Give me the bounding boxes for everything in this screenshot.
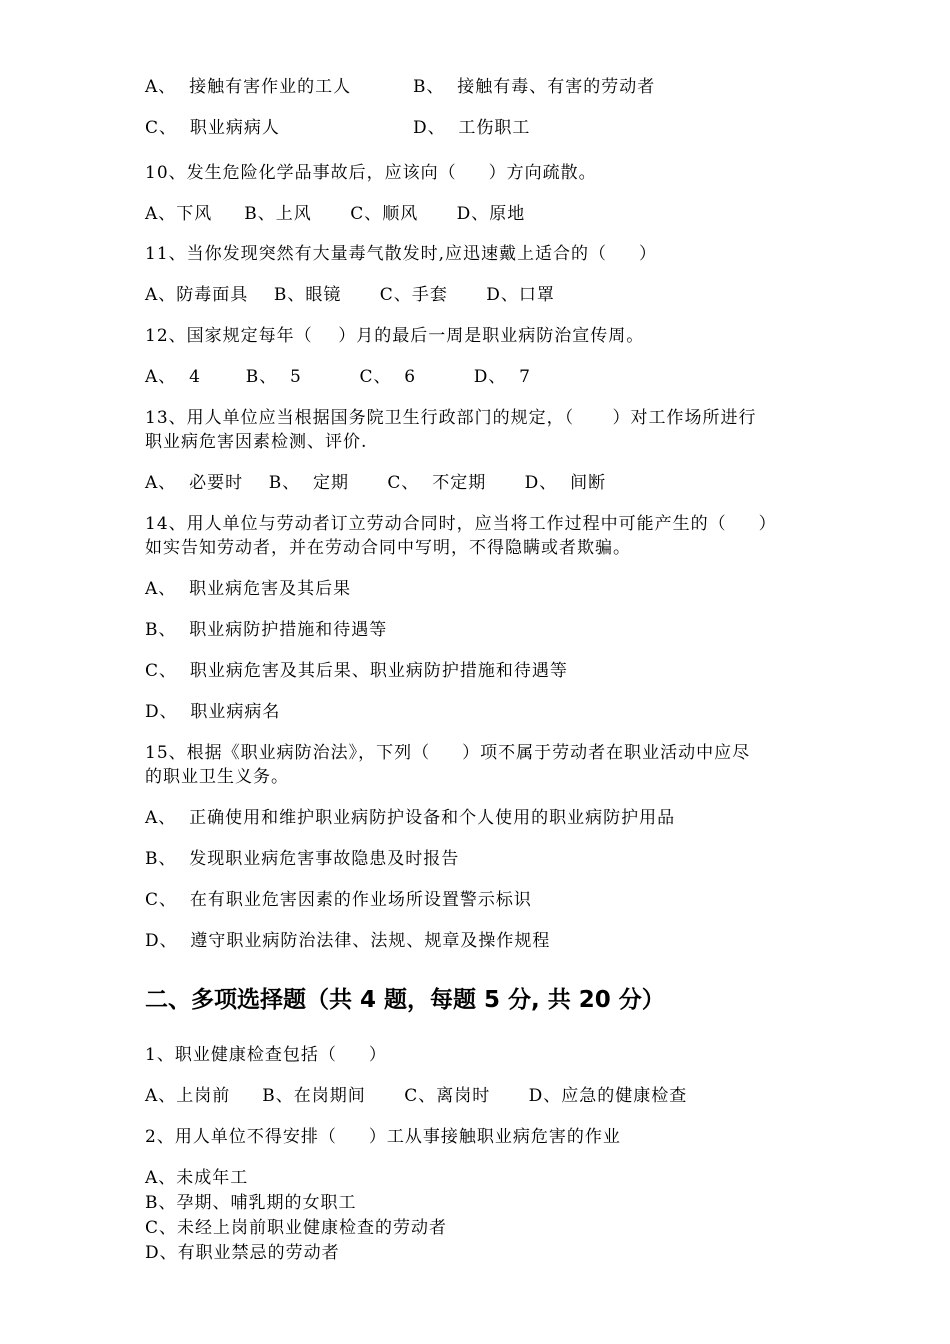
option-d-q9: D、 工伤职工 <box>413 118 531 138</box>
options-q13: A、 必要时 B、 定期 C、 不定期 D、 间断 <box>145 473 607 493</box>
option-d-q15: D、 遵守职业病防治法律、法规、规章及操作规程 <box>145 931 551 951</box>
question-14-line-2: 如实告知劳动者，并在劳动合同中写明，不得隐瞒或者欺骗。 <box>145 538 631 558</box>
mc-option-a-q2: A、未成年工 <box>145 1168 249 1188</box>
option-b-q14: B、 职业病防护措施和待遇等 <box>145 620 388 640</box>
question-10: 10、发生危险化学品事故后，应该向（ ）方向疏散。 <box>145 163 597 183</box>
option-d-q14: D、 职业病病名 <box>145 702 281 722</box>
mc-options-q1: A、上岗前 B、在岗期间 C、离岗时 D、应急的健康检查 <box>145 1086 688 1106</box>
mc-question-2: 2、用人单位不得安排（ ）工从事接触职业病危害的作业 <box>145 1127 621 1147</box>
question-13-line-1: 13、用人单位应当根据国务院卫生行政部门的规定，（ ）对工作场所进行 <box>145 408 757 428</box>
option-a-q15: A、 正确使用和维护职业病防护设备和个人使用的职业病防护用品 <box>145 808 676 828</box>
mc-option-c-q2: C、未经上岗前职业健康检查的劳动者 <box>145 1218 448 1238</box>
option-a-q14: A、 职业病危害及其后果 <box>145 579 352 599</box>
option-c-q14: C、 职业病危害及其后果、职业病防护措施和待遇等 <box>145 661 568 681</box>
mc-option-b-q2: B、孕期、哺乳期的女职工 <box>145 1193 357 1213</box>
options-q12: A、 4 B、 5 C、 6 D、 7 <box>145 367 531 387</box>
option-c-q9: C、 职业病病人 <box>145 118 280 138</box>
question-15-line-1: 15、根据《职业病防治法》，下列（ ）项不属于劳动者在职业活动中应尽 <box>145 743 751 763</box>
question-13-line-2: 职业病危害因素检测、评价. <box>145 432 368 452</box>
question-11: 11、当你发现突然有大量毒气散发时,应迅速戴上适合的（ ） <box>145 244 658 264</box>
options-q11: A、防毒面具 B、眼镜 C、手套 D、口罩 <box>145 285 555 305</box>
option-c-q15: C、 在有职业危害因素的作业场所设置警示标识 <box>145 890 532 910</box>
question-14-line-1: 14、用人单位与劳动者订立劳动合同时，应当将工作过程中可能产生的（ ） <box>145 514 777 534</box>
option-b-q15: B、 发现职业病危害事故隐患及时报告 <box>145 849 460 869</box>
option-b-q9: B、 接触有毒、有害的劳动者 <box>413 77 656 97</box>
option-a-q9: A、 接触有害作业的工人 <box>145 77 352 97</box>
options-q10: A、下风 B、上风 C、顺风 D、原地 <box>145 204 526 224</box>
mc-option-d-q2: D、有职业禁忌的劳动者 <box>145 1243 340 1263</box>
question-15-line-2: 的职业卫生义务。 <box>145 767 289 787</box>
question-12: 12、国家规定每年（ ）月的最后一周是职业病防治宣传周。 <box>145 326 645 346</box>
mc-question-1: 1、职业健康检查包括（ ） <box>145 1045 387 1065</box>
section-heading-multiple-choice: 二、多项选择题（共 4 题，每题 5 分, 共 20 分） <box>145 987 665 1013</box>
